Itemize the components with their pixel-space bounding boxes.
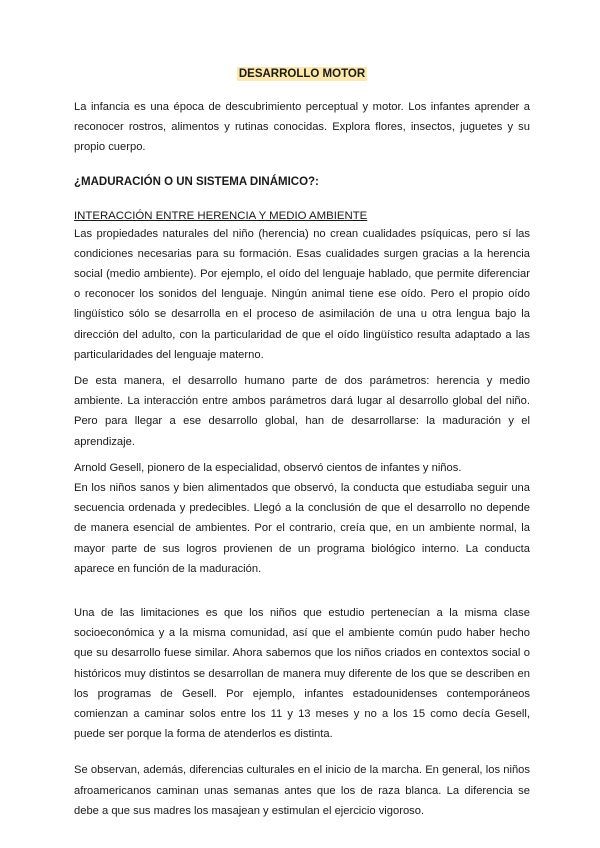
document-page [74,68,530,821]
paragraph-diferencias-culturales: Se observan, además, diferencias culturales en el inicio de la marcha. En general, los niños afroamericanos caminan unas semanas antes que los de raza blanca. La diferencia se debe a que sus madres los masajean y estimulan el ejercicio vigoroso. [74,764,530,817]
document-title-text: DESARROLLO MOTOR [238,68,366,80]
paragraph-gesell-intro: Arnold Gesell, pionero de la especialidad, observó cientos de infantes y niños. [74,461,462,474]
paragraph-gesell-observacion: En los niños sanos y bien alimentados que observó, la conducta que estudiaba seguir una secuencia ordenada y predecibles. Llegó a la conclusión de que el desarrollo no depende de manera esencial de ambientes. Por el contrario, creía que, en un ambiente normal, la mayor parte de sus logros provienen de un programa biológico interno. La conducta aparece en función de la maduración. [74,482,530,575]
section-subheading: INTERACCIÓN ENTRE HERENCIA Y MEDIO AMBIENTE [74,209,368,222]
paragraph-herencia: Las propiedades naturales del niño (herencia) no crean cualidades psíquicas, pero sí las condiciones necesarias para su formación. Esas cualidades surgen gracias a la herencia social (medio ambiente). Por ejemplo, el oído del lenguaje hablado, que permite diferenciar o reconocer los sonidos del lenguaje. Ningún animal tiene ese oído. Pero el propio oído lingüístico sólo se desarrolla en el proceso de asimilación de una u otra lengua bajo la dirección del adulto, con la particularidad de que el oído lingüístico resulta adaptado a las particularidades del lenguaje materno. [74,227,530,361]
paragraph-parametros: De esta manera, el desarrollo humano parte de dos parámetros: herencia y medio ambiente. La interacción entre ambos parámetros dará lugar al desarrollo global del niño. Pero para llegar a ese desarrollo global, han de desarrollarse: la maduración y el aprendizaje. [74,375,530,448]
paragraph-limitaciones: Una de las limitaciones es que los niños que estudio pertenecían a la misma clase socioeconómica y a la misma comunidad, así que el ambiente común pudo haber hecho que su desarrollo fuese similar. Ahora sabemos que los niños criados en contextos social o históricos muy distintos se desarrollan de manera muy diferente de los que se describen en los programas de Gesell. Por ejemplo, infantes estadounidenses contemporáneos comienzan a caminar solos entre los 11 y 13 meses y no a los 15 como decía Gesell, puede ser porque la forma de atenderlos es distinta. [74,607,530,741]
document-title [74,68,530,80]
section-heading: ¿MADURACIÓN O UN SISTEMA DINÁMICO?: [74,175,319,188]
intro-paragraph: La infancia es una época de descubrimiento perceptual y motor. Los infantes aprender a reconocer rostros, alimentos y rutinas conocidas. Explora flores, insectos, juguetes y su propio cuerpo. [74,101,530,154]
